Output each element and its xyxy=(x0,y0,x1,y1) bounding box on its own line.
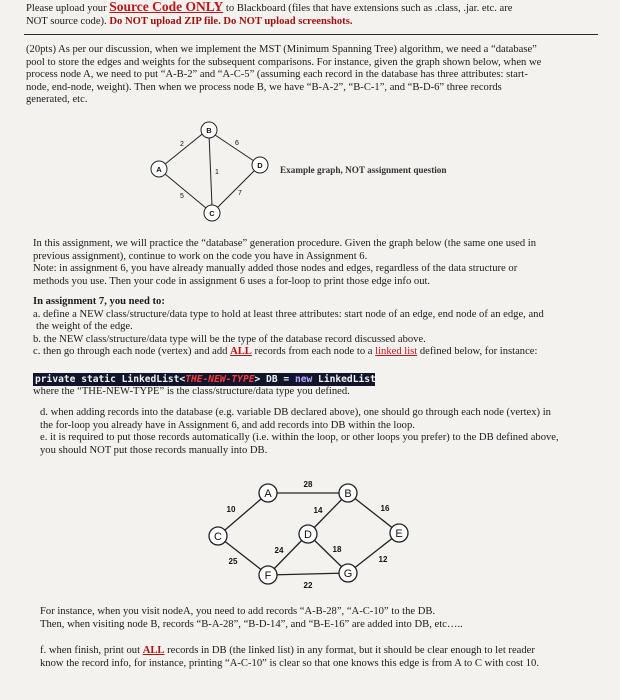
d-e-section xyxy=(40,407,610,457)
task-text: c. then go through each node (vertex) and add xyxy=(33,346,231,358)
node-label: D xyxy=(257,161,263,170)
edge-e-g xyxy=(348,533,399,573)
f-text: records in DB (the linked list) in any format, but it should be clear enough to let reader xyxy=(164,645,535,656)
node-label: G xyxy=(343,568,353,580)
header-text-3: NOT source code). xyxy=(26,15,110,27)
weight-label: 10 xyxy=(226,505,236,514)
practice-line: In this assignment, we will practice the “database” generation procedure. Given the graph below (the same one used in xyxy=(33,238,537,249)
weight-label: 25 xyxy=(228,557,238,566)
assignment-graph xyxy=(205,476,425,591)
weight-label: 12 xyxy=(378,555,388,564)
weight-label: 28 xyxy=(303,480,313,489)
edge-a-c xyxy=(218,493,268,536)
edge-a-b xyxy=(159,131,206,169)
edge-c-d xyxy=(212,165,260,213)
f-section xyxy=(40,645,612,670)
code-text: LinkedList<>(); xyxy=(312,374,405,385)
where-line: where the “THE-NEW-TYPE” is the class/structure/data type you defined. xyxy=(33,386,350,397)
weight-label: 18 xyxy=(332,545,342,554)
code-type: THE-NEW-TYPE xyxy=(185,374,255,385)
example-graph xyxy=(140,112,280,232)
practice-paragraph xyxy=(33,238,608,288)
example-line: Then, when visiting node B, records “B-A-28”, “B-D-14”, and “B-E-16” are added into DB, etc….. xyxy=(40,618,463,630)
weight-label: 22 xyxy=(303,581,313,590)
e-line: you should NOT put those records manually into DB. xyxy=(40,444,268,456)
d-line: the for-loop you already have in Assignment 6, and add records into DB within the loop. xyxy=(40,419,415,431)
task-line: b. the NEW class/structure/data type will be the type of the database record discussed above. xyxy=(33,333,426,345)
intro-line: node, end-node, weight). Then when we process node B, we have “B-A-2”, “B-C-1”, and “B-D-6” three records xyxy=(26,81,502,93)
weight-label: 6 xyxy=(235,140,239,147)
weight-label: 24 xyxy=(274,546,284,555)
intro-line: process node A, we need to put “A-B-2” and “A-C-5” (assuming each record in the database has three attributes: start- xyxy=(26,69,528,81)
practice-line: Note: in assignment 6, you have already manually added those nodes and edges, regardless of the data structure or xyxy=(33,263,518,275)
all-emphasis: ALL xyxy=(142,645,165,656)
edge-a-c xyxy=(159,169,212,213)
task-line: the weight of the edge. xyxy=(36,321,133,333)
example-records xyxy=(40,606,610,631)
edge-b-c xyxy=(209,134,212,206)
node-label: F xyxy=(264,570,272,582)
example-graph-caption: Example graph, NOT assignment question xyxy=(280,165,447,175)
edge-b-e xyxy=(348,493,399,533)
practice-line: methods you use. Then your code in assignment 6 uses a for-loop to print those edge info out. xyxy=(33,275,431,287)
node-label: A xyxy=(264,488,272,500)
no-zip-warning: Do NOT upload ZIP file. Do NOT upload screenshots. xyxy=(109,15,353,27)
header-text-1: Please upload your xyxy=(26,3,110,14)
f-line-2: know the record info, for instance, printing “A-C-10” is clear so that one knows this edge is from A to C with cost 10. xyxy=(40,657,539,669)
linked-list-link[interactable]: linked list xyxy=(375,346,418,358)
e-line: e. it is required to put those records automatically (i.e. within the loop, or other loops you prefer) to the DB defined above, xyxy=(40,432,559,444)
weight-label: 5 xyxy=(180,193,184,200)
node-label: C xyxy=(214,531,222,543)
task-section xyxy=(33,296,608,359)
code-text: private static LinkedList< xyxy=(35,374,186,385)
task-text: defined below, for instance: xyxy=(417,346,538,358)
node-label: D xyxy=(304,529,312,541)
edge-b-d xyxy=(209,131,260,165)
intro-line: generated, etc. xyxy=(26,94,88,106)
weight-label: 1 xyxy=(215,169,219,176)
weight-label: 7 xyxy=(238,190,242,197)
edge-f-g xyxy=(268,573,348,575)
task-line-c xyxy=(33,346,608,359)
node-label: A xyxy=(156,165,162,174)
intro-line: (20pts) As per our discussion, when we implement the MST (Minimum Spanning Tree) algorithm, we need a “database” xyxy=(26,44,537,55)
example-line: For instance, when you visit nodeA, you need to add records “A-B-28”, “A-C-10” to the DB. xyxy=(40,606,436,617)
source-code-only-emphasis: Source Code ONLY xyxy=(109,0,224,14)
f-text: f. when finish, print out xyxy=(40,645,143,656)
practice-line: previous assignment), continue to work on the code you have in Assignment 6. xyxy=(33,250,368,262)
node-label: B xyxy=(344,488,352,500)
header-divider xyxy=(24,34,598,35)
intro-line: pool to store the edges and weights for the subsequent comparisons. For instance, given the graph shown below, when we xyxy=(26,56,542,68)
weight-label: 16 xyxy=(380,504,390,513)
node-label: C xyxy=(209,209,215,218)
code-text: > DB = xyxy=(254,374,295,385)
intro-paragraph xyxy=(26,44,606,107)
weight-label: 2 xyxy=(180,141,184,148)
code-snippet xyxy=(33,373,405,386)
d-line: d. when adding records into the database (e.g. variable DB declared above), one should go through each node (vertex) in xyxy=(40,407,551,418)
code-keyword: new xyxy=(294,374,313,385)
node-label: E xyxy=(395,528,403,540)
f-line-1 xyxy=(40,645,612,658)
node-label: B xyxy=(206,126,212,135)
task-text: records from each node to a xyxy=(251,346,376,358)
upload-instructions xyxy=(26,1,616,28)
task-heading: In assignment 7, you need to: xyxy=(33,296,165,307)
task-line: a. define a NEW class/structure/data type to hold at least three attributes: start node of an edge, end node of an edge, and xyxy=(33,308,544,320)
all-emphasis: ALL xyxy=(230,346,252,358)
header-text-2: to Blackboard (files that have extensions such as .class, .jar. etc. are xyxy=(223,3,513,14)
weight-label: 14 xyxy=(313,506,323,515)
